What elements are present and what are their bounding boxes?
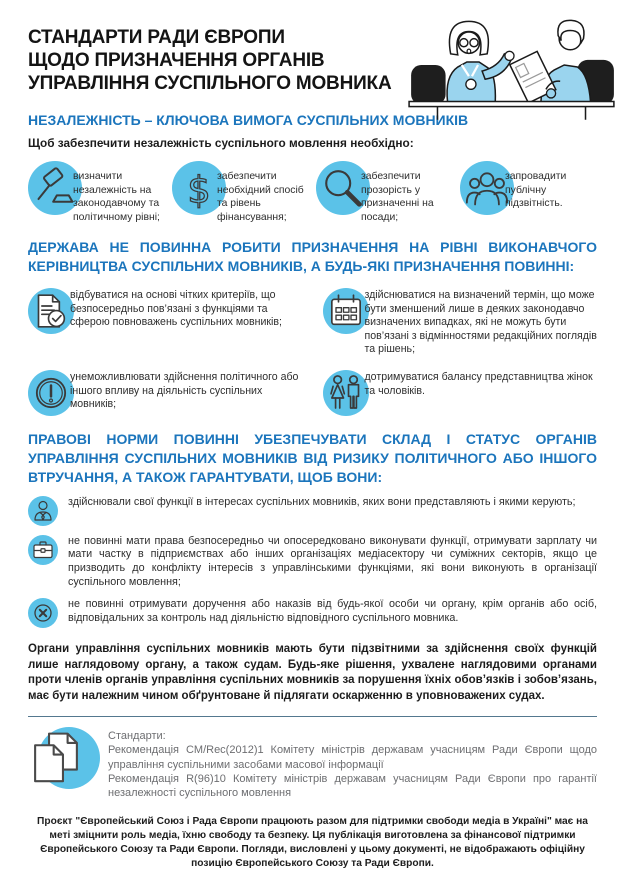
icon-circle (28, 496, 58, 526)
item-text: здійснюватися на визначений термін, що може бути зменшений лише в деяких законодавчо визначених випадках, які не можуть бути пов’язані з відмінностями редакційних поглядів та рішень; (364, 289, 597, 356)
title-line-3: УПРАВЛІННЯ СУСПІЛЬНОГО МОВНИКА (28, 73, 392, 95)
item-text: відбуватися на основі чітких критеріїв, що безпосередньо пов’язані з функціями та сферою повноважень суспільних мовників; (70, 289, 282, 329)
item-text: не повинні мати права безпосередньо чи опосередковано виконувати функції, отримувати зарплату чи мати частку в підприємствах або інших організаціях медіасектору чи суміжних секторів, якщо це призводить до конфлікту інтересів з управлінськими функціями, які вони виконують в організації суспільного мовлення; (68, 534, 597, 588)
list-item (28, 496, 597, 526)
list-item (28, 288, 303, 357)
list-item (28, 161, 165, 224)
project-disclaimer: Проєкт "Європейський Союз і Рада Європи працюють разом для підтримки свободи медіа в Україні" має на меті зміцнити роль медіа, їхню свободу та безпеку. Ця публікація виготовлена за фінансової підтримки Європейського Союзу та Ради Європи. Погляди, висловлені у цьому документі, не відображають офіційну позицію Європейського Союзу та Ради Європи. (37, 815, 588, 869)
list-item (172, 161, 309, 224)
item-text: визначити незалежність на законодавчому та політичному рівні; (73, 171, 160, 223)
section2-items (28, 288, 597, 416)
magnifier-icon (320, 165, 366, 211)
list-item (323, 288, 598, 357)
section1-subtitle: Щоб забезпечити незалежність суспільного мовлення необхідно: (28, 136, 414, 151)
title-line-2: ЩОДО ПРИЗНАЧЕННЯ ОРГАНІВ (28, 50, 325, 72)
svg-text:$: $ (187, 168, 211, 211)
icon-circle (28, 288, 74, 334)
document-check-icon (31, 291, 71, 331)
standards-icon-wrap (28, 727, 102, 791)
list-item (460, 161, 597, 224)
list-item (28, 535, 597, 590)
list-item (323, 370, 598, 416)
divider-line (28, 716, 597, 717)
item-text: забезпечити прозорість у призначенні на посади; (361, 171, 434, 223)
section2-heading: ДЕРЖАВА НЕ ПОВИННА РОБИТИ ПРИЗНАЧЕННЯ НА РІВНІ ВИКОНАВЧОГО КЕРІВНИЦТВА СУСПІЛЬНИХ МОВНИКІВ, А БУДЬ-ЯКІ ПРИЗНАЧЕННЯ ПОВИННІ: (28, 239, 597, 275)
page-title (28, 0, 428, 96)
section1-items (28, 161, 597, 224)
standards-label: Стандарти: (108, 730, 166, 743)
briefcase-icon (31, 538, 55, 562)
icon-circle (28, 370, 74, 416)
item-text: унеможливлювати здійснення політичного або іншого впливу на діяльність суспільних мовників; (70, 370, 299, 411)
item-text: забезпечити необхідний спосіб та рівень фінансування; (217, 171, 304, 223)
title-line-1: СТАНДАРТИ РАДИ ЄВРОПИ (28, 27, 285, 48)
list-item (316, 161, 453, 224)
item-text: запровадити публічну підзвітність. (505, 171, 567, 210)
dollar-icon (177, 166, 221, 210)
icon-circle (28, 598, 58, 628)
interview-illustration (403, 8, 621, 122)
list-item (28, 598, 597, 628)
item-text: здійснювали свої функції в інтересах суспільних мовників, яких вони представляють і якими керують; (68, 495, 576, 508)
person-tie-icon (31, 499, 55, 523)
gender-balance-icon (326, 373, 366, 413)
cross-circle-icon (31, 601, 55, 625)
documents-icon (28, 729, 84, 787)
item-text: дотримуватися балансу представництва жінок та чоловіків. (364, 370, 593, 397)
people-group-icon (465, 166, 509, 210)
standards-item: Рекомендація CM/Rec(2012)1 Комітету міністрів державам учасницям Ради Європи щодо управління суспільними засобами масової інформації (108, 744, 597, 771)
icon-circle (323, 370, 369, 416)
closing-paragraph: Органи управління суспільних мовників мають бути підзвітними за здійснення своїх функцій лише наглядовому органу, а також судам. Будь-яке рішення, ухвалене наглядовими органами проти членів органів управління суспільних мовників за порушення їхніх обов’язків і зобов’язань, має бути належним чином обґрунтоване й підлягати оскарженню в уповноважених судах. (28, 643, 597, 702)
list-item (28, 370, 303, 416)
item-text: не повинні отримувати доручення або наказів від будь-якої особи чи органу, крім органів або осіб, відповідальних за контроль над діяльністю відповідного суспільного мовника. (68, 598, 597, 625)
icon-circle (323, 288, 369, 334)
section1-heading: НЕЗАЛЕЖНІСТЬ – КЛЮЧОВА ВИМОГА СУСПІЛЬНИХ МОВНИКІВ (28, 111, 469, 128)
gavel-icon (33, 166, 77, 210)
standards-block (28, 727, 597, 800)
warning-icon (31, 373, 71, 413)
section3-heading: ПРАВОВІ НОРМИ ПОВИННІ УБЕЗПЕЧУВАТИ СКЛАД І СТАТУС ОРГАНІВ УПРАВЛІННЯ СУСПІЛЬНИХ МОВНИКІВ ВІД РИЗИКУ ПОЛІТИЧНОГО АБО ІНШОГО ВТРУЧАННЯ, А ТАКОЖ ГАРАНТУВАТИ, ЩОБ ВОНИ: (28, 430, 597, 485)
standards-item: Рекомендація R(96)10 Комітету міністрів державам учасницям Ради Європи про гарантії незалежності суспільного мовлення (108, 772, 597, 800)
standards-text (108, 729, 597, 800)
section3-items (28, 496, 597, 629)
icon-circle (28, 535, 58, 565)
calendar-icon (326, 291, 366, 331)
